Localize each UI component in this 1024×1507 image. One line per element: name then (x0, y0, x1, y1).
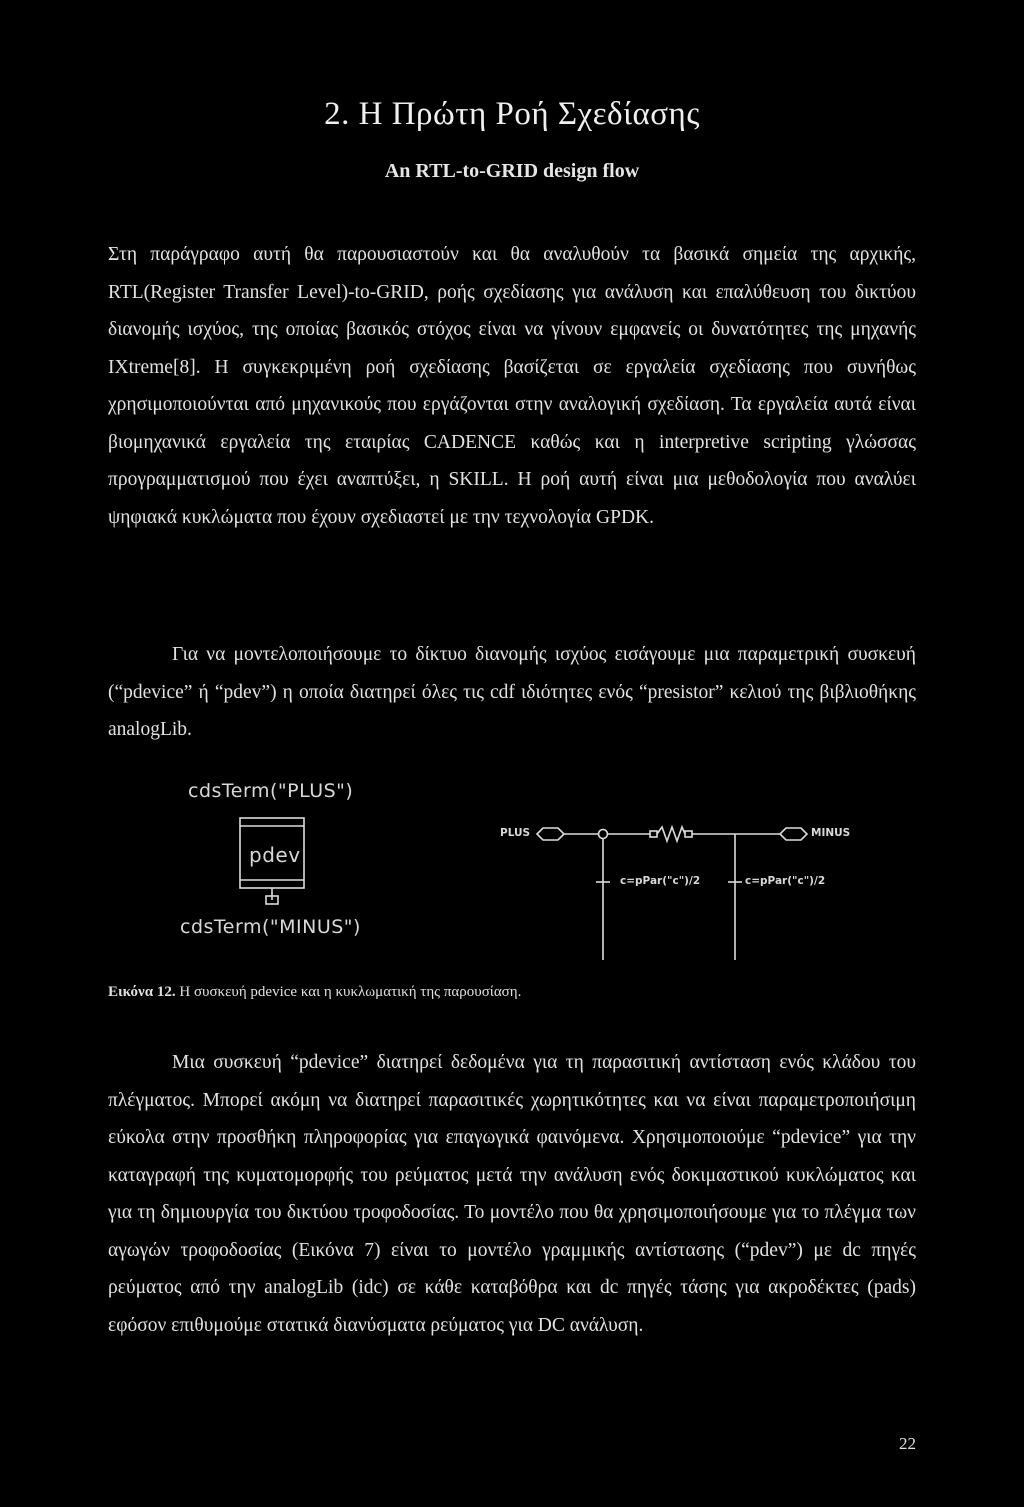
figure-caption-label: Εικόνα 12. (108, 984, 176, 1000)
figure-pdevice (0, 770, 1024, 980)
junction-node-left (599, 830, 608, 839)
resistor-terminal-left (650, 831, 657, 837)
resistor-terminal-right (685, 831, 692, 837)
symbol-bottom-terminal-label: cdsTerm("MINUS") (180, 916, 361, 938)
page-number: 22 (899, 1434, 916, 1453)
minus-pin-shape (780, 828, 807, 840)
paragraph-intro: Στη παράγραφο αυτή θα παρουσιαστούν και θα αναλυθούν τα βασικά σημεία της αρχικής, RTL(Register Transfer Level)-to-GRID, ροής σχεδίασης για ανάλυση και επαλύθευση του δικτύου διανομής ισχύος, της οποίας βασικός στόχος είναι να γίνουν εμφανείς οι δυνατότητες της μηχανής IXtreme[8]. Η συγκεκριμένη ροή σχεδίασης βασίζεται σε εργαλεία σχεδίασης που συνήθως χρησιμοποιούνται από μηχανικούς που εργάζονται στην αναλογική σχεδίαση. Τα εργαλεία αυτά είναι βιομηχανικά εργαλεία της εταιρίας CADENCE καθώς και η interpretive scripting γλώσσας προγραμματισμού που έχει αναπτύξει, η SKILL. Η ροή αυτή είναι μια μεθοδολογία που αναλύει ψηφιακά κυκλώματα που έχουν σχεδιαστεί με την τεχνολογία GPDK. (108, 244, 916, 528)
symbol-cell-name: pdev (249, 843, 301, 867)
minus-pin-label: MINUS (811, 827, 851, 839)
paragraph-pdevice-usage: Μια συσκευή “pdevice” διατηρεί δεδομένα για τη παρασιτική αντίσταση ενός κλάδου του πλέγματος. Μπορεί ακόμη να διατηρεί παρασιτικές χωρητικότητες και να είναι παραμετροποιήσιμη εύκολα στην προσθήκη πληροφορίας για επαγωγικά φαινόμενα. Χρησιμοποιούμε “pdevice” για την καταγραφή της κυματομορφής του ρεύματος μετά την ανάλυση ενός δοκιμαστικού κυκλώματος και για τη δημιουργία του δικτύου τροφοδοσίας. Το μοντέλο που θα χρησιμοποιήσουμε για το πλέγμα των αγωγών τροφοδοσίας (Εικόνα 7) είναι το μοντέλο γραμμικής αντίστασης (“pdev”) με dc πηγές ρεύματος από την analogLib (idc) σε κάθε καταβόθρα και dc πηγές τάσης για ακροδέκτες (pads) εφόσον επιθυμούμε στατικά διανύσματα ρεύματος για DC ανάλυση. (108, 1052, 916, 1336)
cap-right-value: c=pPar("c")/2 (745, 875, 826, 887)
plus-pin-shape (537, 828, 564, 840)
paragraph-pdevice-model: Για να μοντελοποιήσουμε το δίκτυο διανομής ισχύος εισάγουμε μια παραμετρική συσκευή (“pdevice” ή “pdev”) η οποία διατηρεί όλες τις cdf ιδιότητες ενός “presistor” κελιού της βιβλιοθήκης analogLib. (108, 644, 916, 740)
symbol-top-terminal-label: cdsTerm("PLUS") (188, 780, 354, 802)
plus-pin-label: PLUS (500, 827, 531, 839)
figure-caption-text: Η συσκευή pdevice και η κυκλωματική της παρουσίαση. (179, 984, 522, 1000)
resistor-zigzag (657, 827, 685, 841)
section-subtitle: An RTL-to-GRID design flow (384, 160, 640, 182)
figure-drawing (0, 770, 1024, 980)
figure-caption (108, 984, 521, 1001)
section-title: 2. Η Πρώτη Ροή Σχεδίασης (324, 96, 700, 132)
cap-left-value: c=pPar("c")/2 (620, 875, 701, 887)
